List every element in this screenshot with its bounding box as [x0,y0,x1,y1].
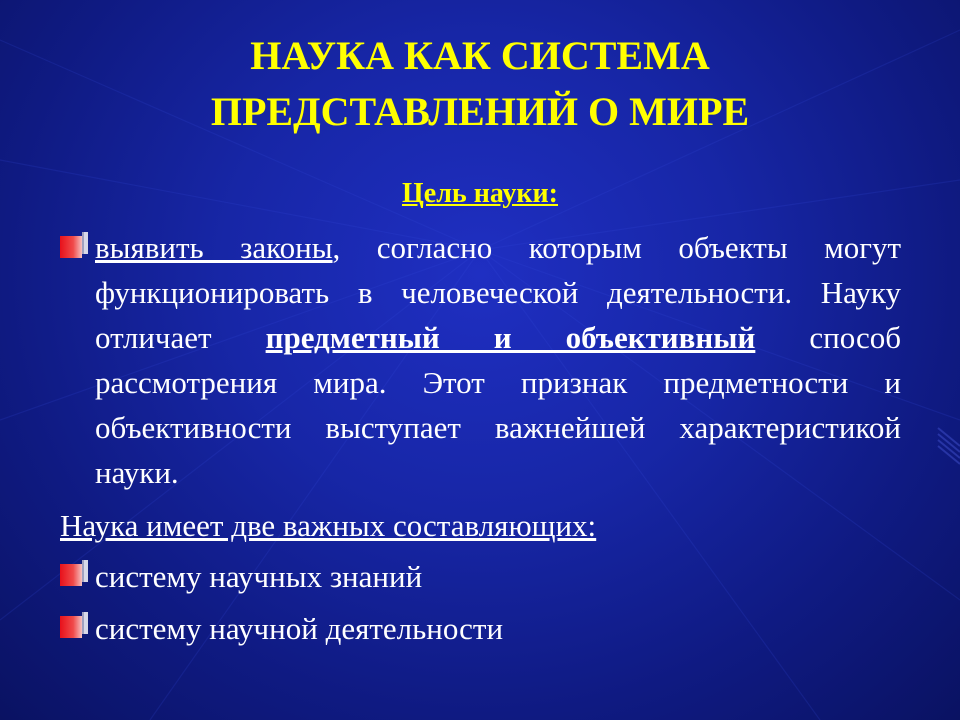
red-gradient-square-icon [60,612,92,638]
list-item: систему научной деятельности [95,611,504,646]
slide-title-line-1: НАУКА КАК СИСТЕМА [250,33,710,78]
goal-underlined-lead: выявить законы [95,230,333,265]
goal-heading: Цель науки: [401,178,559,209]
red-gradient-square-icon [60,232,92,258]
red-gradient-square-icon [60,560,92,586]
goal-text-1: , согласно которым объекты могут функционировать в человеческой деятельности. Науку отличает [95,230,902,355]
goal-text-2: способ рассмотрения мира. Этот признак предметности и объективности выступает важнейшей характеристикой науки. [95,320,902,490]
list-item: систему научных знаний [95,559,423,594]
slide-title-line-2: ПРЕДСТАВЛЕНИЙ О МИРЕ [210,89,750,134]
goal-bold-underlined: предметный и объективный [265,320,756,355]
slide-title [0,28,960,140]
components-heading: Наука имеет две важных составляющих: [60,508,597,543]
goal-paragraph [95,225,901,495]
